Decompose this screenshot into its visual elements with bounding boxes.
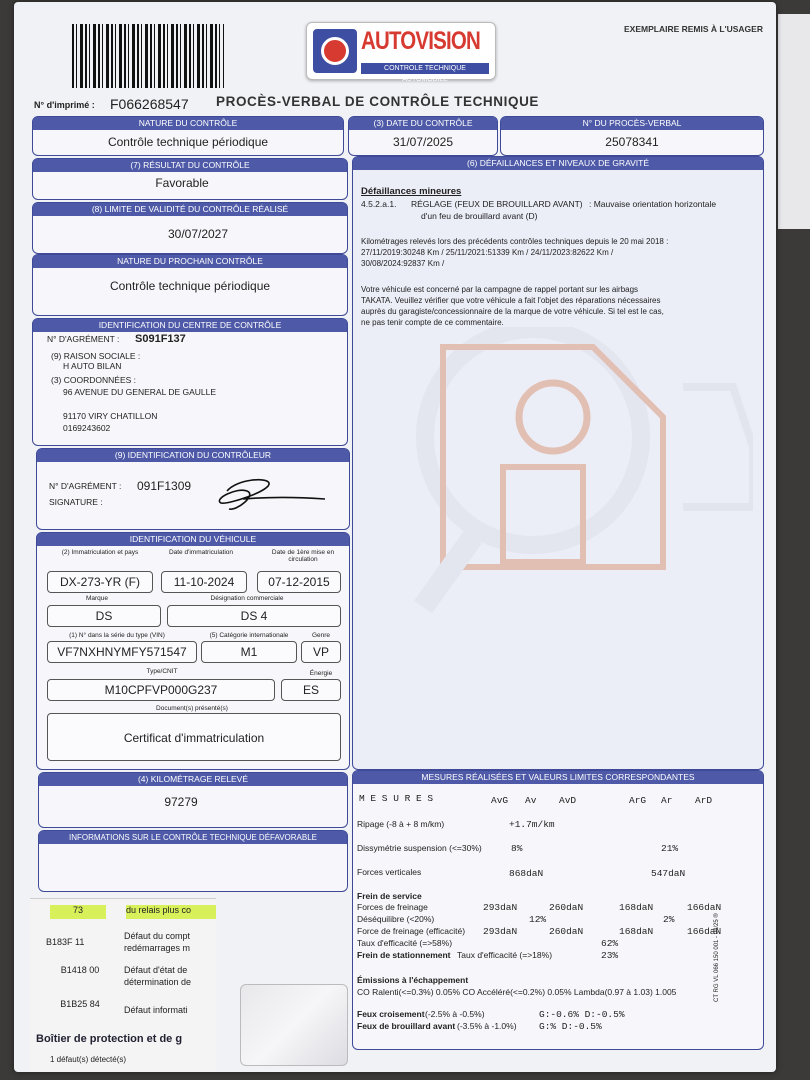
copy-note: EXEMPLAIRE REMIS À L'USAGER	[624, 24, 763, 34]
braking-eff-label: Force de freinage (efficacité)	[357, 926, 466, 936]
type-field: M10CPFVP000G237	[47, 679, 275, 701]
validity-value: 30/07/2027	[167, 227, 229, 241]
immat-date-field: 11-10-2024	[161, 571, 247, 593]
centre-address1: 96 AVENUE DU GENERAL DE GAULLE	[63, 387, 217, 397]
inspection-report	[14, 2, 776, 1072]
vin-field: VF7NXHNYMFY571547	[47, 641, 197, 663]
print-number: F066268547	[110, 96, 189, 112]
genre-field: VP	[301, 641, 341, 663]
pv-number-value: 25078341	[605, 135, 659, 149]
type-label: Type/CNIT	[146, 668, 178, 675]
centre-agrement-label: N° D'AGRÉMENT :	[47, 334, 120, 344]
braking-forces-avd: 260daN	[549, 902, 584, 913]
fog-lights-values: G:% D:-0.5%	[539, 1021, 602, 1032]
unfavorable-title: INFORMATIONS SUR LE CONTRÔLE TECHNIQUE DÉFAVORABLE	[39, 831, 347, 844]
energie-label: Énergie	[309, 670, 333, 677]
ripage-value: +1.7m/km	[509, 819, 555, 830]
marque-label: Marque	[85, 595, 109, 602]
vertical-forces-av: 868daN	[509, 868, 544, 879]
defect-desc-bold: RÉGLAGE (FEUX DE BROUILLARD AVANT)	[411, 199, 583, 209]
efficiency-label: Taux d'efficacité (=>58%)	[357, 938, 453, 948]
recall-line1: Votre véhicule est concerné par la campagne de rappel portant sur les airbags	[361, 285, 639, 294]
next-control-value: Contrôle technique périodique	[109, 279, 271, 293]
document-title: PROCÈS-VERBAL DE CONTRÔLE TECHNIQUE	[216, 94, 540, 109]
centre-address2: 91170 VIRY CHATILLON	[63, 411, 158, 421]
parking-brake-label: Frein de stationnement	[357, 950, 451, 960]
defect-desc-rest: : Mauvaise orientation horizontale	[589, 199, 717, 209]
validity-box	[32, 202, 348, 254]
controleur-agrement-label: N° D'AGRÉMENT :	[49, 481, 122, 491]
braking-forces-avg: 293daN	[483, 902, 518, 913]
vehicle-title: IDENTIFICATION DU VÉHICULE	[37, 533, 349, 546]
emissions-values: CO Ralenti(<=0.3%) 0.05% CO Accéléré(<=0.2%) 0.05% Lambda(0.97 à 1.03) 1.005	[357, 987, 677, 997]
autovision-logo	[306, 22, 496, 83]
underlay-title: Boîtier de protection et de g	[36, 1033, 183, 1045]
cat-field: M1	[201, 641, 297, 663]
result-box	[32, 158, 348, 200]
efficiency-value: 62%	[601, 938, 619, 949]
braking-forces-arg: 168daN	[619, 902, 654, 913]
braking-forces-label: Forces de freinage	[357, 902, 428, 912]
km-history-line3: 30/08/2024:92837 Km /	[361, 259, 445, 268]
head-av: Av	[525, 795, 537, 806]
signature-label: SIGNATURE :	[49, 497, 103, 507]
underlay-row4-code: B1B25 84	[60, 999, 100, 1009]
background-paper-edge	[778, 14, 810, 229]
service-brake-label: Frein de service	[357, 891, 422, 901]
dissym-label: Dissymétrie suspension (<=30%)	[357, 843, 482, 853]
immat-date-label: Date d'immatriculation	[168, 549, 234, 556]
parking-brake-value: 23%	[601, 950, 619, 961]
imbalance-label: Déséquilibre (<20%)	[357, 914, 435, 924]
imbalance-ar: 2%	[663, 914, 675, 925]
recall-line3: auprès du garagiste/concessionnaire de la marque de votre véhicule. Si tel est le cas,	[361, 307, 664, 316]
underlay-row3-text2: détermination de	[124, 977, 192, 987]
recall-line4: ne pas tenir compte de ce commentaire.	[361, 318, 504, 327]
controleur-box	[36, 448, 350, 530]
pv-number-label: N° DU PROCÈS-VERBAL	[501, 117, 763, 130]
underlay-footer: 1 défaut(s) détecté(s)	[50, 1055, 127, 1064]
underlay-row2-text2: redémarrages m	[124, 943, 191, 953]
defect-desc-line2: d'un feu de brouillard avant (D)	[421, 211, 538, 221]
centre-raison-label: (9) RAISON SOCIALE :	[51, 351, 141, 361]
imbalance-av: 12%	[529, 914, 547, 925]
next-control-label: NATURE DU PROCHAIN CONTRÔLE	[33, 255, 347, 268]
head-ard: ArD	[695, 795, 713, 806]
logo-emblem	[313, 29, 357, 73]
immat-field: DX-273-YR (F)	[47, 571, 153, 593]
measures-title: MESURES RÉALISÉES ET VALEURS LIMITES CORRESPONDANTES	[353, 771, 763, 784]
cat-label: (5) Catégorie internationale	[209, 632, 289, 639]
head-mesures: M E S U R E S	[359, 793, 434, 804]
low-beam-values: G:-0.6% D:-0.5%	[539, 1009, 625, 1020]
mileage-value: 97279	[164, 795, 198, 809]
km-history-line2: 27/11/2019:30248 Km / 25/11/2021:51339 Km / 24/11/2023:82622 Km /	[361, 248, 614, 257]
braking-eff-ard: 166daN	[687, 926, 722, 937]
date-controle-box	[348, 116, 498, 156]
validity-label: (8) LIMITE DE VALIDITÉ DU CONTRÔLE RÉALISÉ	[33, 203, 347, 216]
parking-brake-rate-label: Taux d'efficacité (=>18%)	[457, 950, 553, 960]
measures-box	[352, 770, 764, 1050]
defect-code: 4.5.2.a.1.	[361, 199, 397, 209]
head-arg: ArG	[629, 795, 647, 806]
mileage-box	[38, 772, 348, 828]
docs-label: Document(s) présenté(s)	[156, 705, 228, 712]
result-label: (7) RÉSULTAT DU CONTRÔLE	[33, 159, 347, 172]
dissym-av: 8%	[511, 843, 523, 854]
centre-title: IDENTIFICATION DU CENTRE DE CONTRÔLE	[33, 319, 347, 332]
defects-box	[352, 156, 764, 770]
underlay-row1-text: du relais plus co	[126, 905, 216, 919]
underlay-row3-text1: Défaut d'état de	[124, 965, 188, 975]
signature	[207, 469, 327, 515]
underlying-sheet	[30, 898, 216, 1072]
nature-controle-box	[32, 116, 344, 156]
fog-lights-range: (-3.5% à -1.0%)	[457, 1021, 517, 1031]
designation-field: DS 4	[167, 605, 341, 627]
braking-eff-avg: 293daN	[483, 926, 518, 937]
centre-agrement-value: S091F137	[135, 333, 186, 345]
side-form-code: CT RG VL 066 150 001 - 04/25 ®	[714, 913, 720, 1002]
underlay-row2-text1: Défaut du compt	[124, 931, 191, 941]
underlay-row1-code: 73	[50, 905, 106, 919]
braking-forces-ard: 166daN	[687, 902, 722, 913]
centre-coord-label: (3) COORDONNÉES :	[51, 375, 137, 385]
watermark-car-icon	[383, 327, 753, 627]
km-history-line1: Kilométrages relevés lors des précédents contrôles techniques depuis le 20 mai 2018 :	[361, 237, 669, 246]
print-number-label: N° d'imprimé :	[34, 100, 95, 110]
unfavorable-box	[38, 830, 348, 892]
braking-eff-arg: 168daN	[619, 926, 654, 937]
recall-line2: TAKATA. Veuillez vérifier que votre véhicule a fait l'objet des réparations nécessaires	[361, 296, 661, 305]
date-controle-value: 31/07/2025	[392, 135, 454, 149]
nature-controle-value: Contrôle technique périodique	[107, 135, 269, 149]
emissions-label: Émissions à l'échappement	[357, 975, 469, 985]
genre-label: Genre	[311, 632, 331, 639]
marque-field: DS	[47, 605, 161, 627]
docs-field: Certificat d'immatriculation	[47, 713, 341, 761]
vertical-forces-ar: 547daN	[651, 868, 686, 879]
centre-raison-value: H AUTO BILAN	[63, 361, 122, 371]
head-avg: AvG	[491, 795, 509, 806]
head-ar: Ar	[661, 795, 673, 806]
hologram-sticker	[240, 984, 348, 1066]
barcode	[72, 24, 224, 88]
head-avd: AvD	[559, 795, 577, 806]
dissym-ar: 21%	[661, 843, 679, 854]
first-date-field: 07-12-2015	[257, 571, 341, 593]
logo-subtitle: CONTROLE TECHNIQUE AUTOMOBILE	[361, 63, 489, 74]
low-beam-label: Feux croisement	[357, 1009, 425, 1019]
result-value: Favorable	[155, 176, 209, 190]
vehicle-box	[36, 532, 350, 770]
pv-number-box	[500, 116, 764, 156]
defects-title: (6) DÉFAILLANCES ET NIVEAUX DE GRAVITÉ	[353, 157, 763, 170]
first-date-label: Date de 1ère mise en circulation	[271, 549, 335, 563]
centre-box	[32, 318, 348, 446]
logo-name: AUTOVISION	[361, 27, 481, 55]
immat-label: (2) Immatriculation et pays	[61, 549, 139, 556]
underlay-row3-code: B1418 00	[60, 965, 100, 975]
ripage-label: Ripage (-8 à + 8 m/km)	[357, 819, 445, 829]
date-controle-label: (3) DATE DU CONTRÔLE	[349, 117, 497, 130]
fog-lights-label: Feux de brouillard avant	[357, 1021, 456, 1031]
vertical-forces-label: Forces verticales	[357, 867, 422, 877]
low-beam-range: (-2.5% à -0.5%)	[425, 1009, 485, 1019]
nature-controle-label: NATURE DU CONTRÔLE	[33, 117, 343, 130]
controleur-title: (9) IDENTIFICATION DU CONTRÔLEUR	[37, 449, 349, 462]
vin-label: (1) N° dans la série du type (VIN)	[69, 632, 165, 639]
energie-field: ES	[281, 679, 341, 701]
mileage-title: (4) KILOMÉTRAGE RELEVÉ	[39, 773, 347, 786]
braking-eff-avd: 260daN	[549, 926, 584, 937]
underlay-row2-code: B183F 11	[46, 937, 85, 947]
minor-defects-heading: Défaillances mineures	[361, 186, 462, 197]
underlay-row4-text: Défaut informati	[124, 1005, 188, 1015]
designation-label: Désignation commerciale	[210, 595, 284, 602]
controleur-agrement-value: 091F1309	[137, 479, 192, 493]
next-control-box	[32, 254, 348, 316]
centre-phone: 0169243602	[63, 423, 111, 433]
